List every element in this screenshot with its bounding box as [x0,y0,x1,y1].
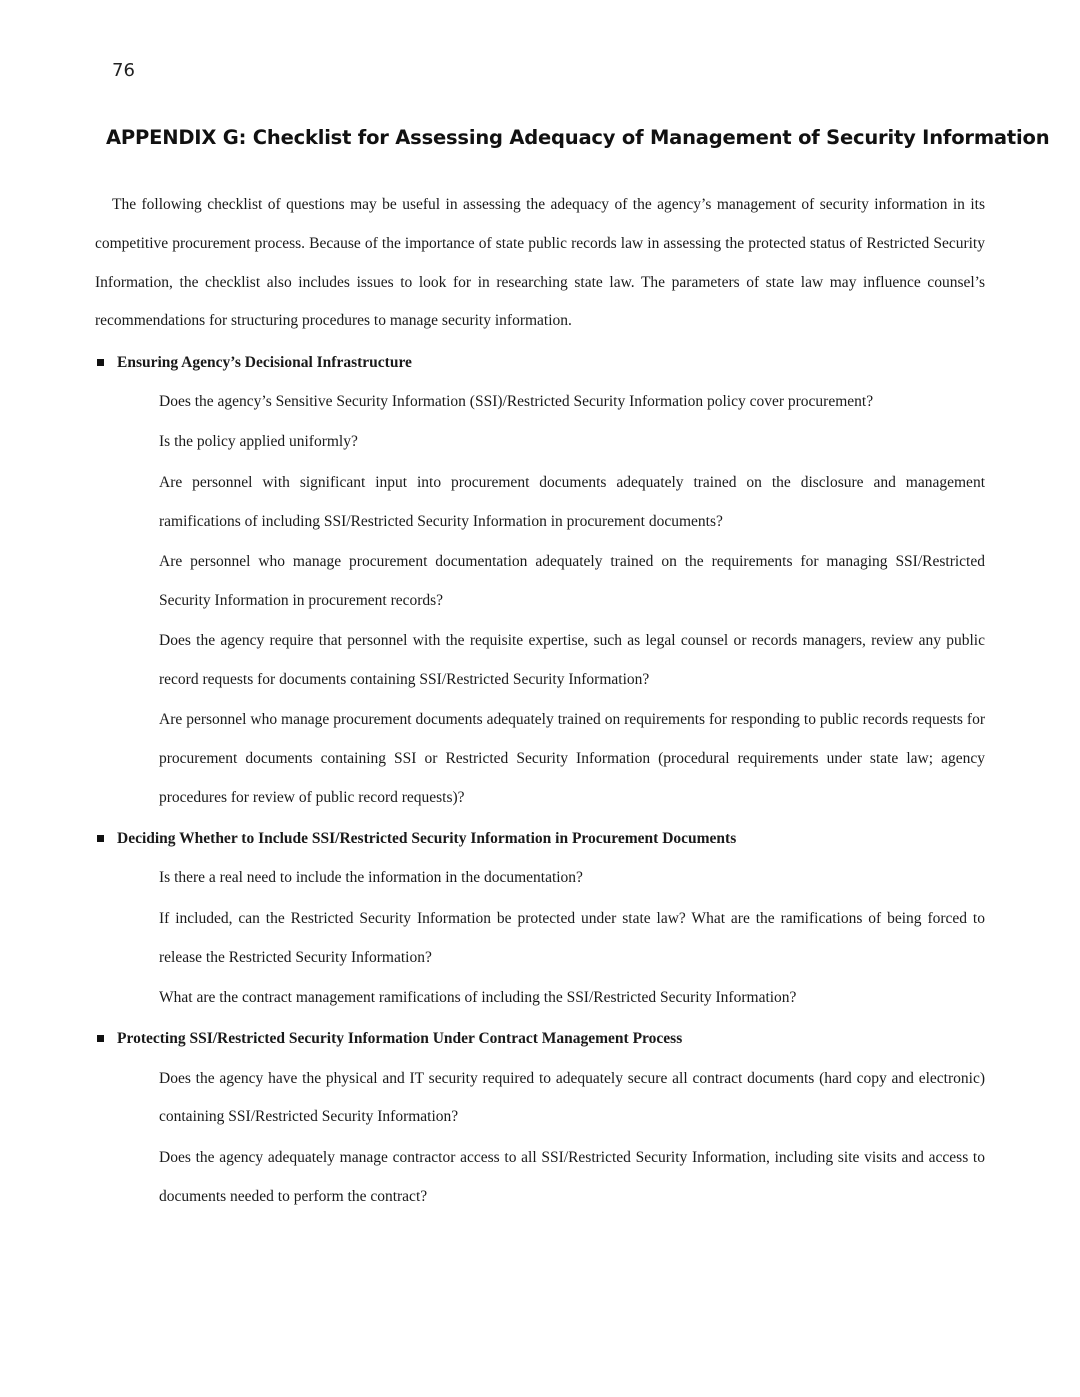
page-title: APPENDIX G: Checklist for Assessing Adequacy of Management of Security Information [106,126,1050,149]
checklist-section [95,819,985,1017]
checklist-question: Are personnel who manage procurement documentation adequately trained on the requirements for managing SSI/Restricted Security Information in procurement records? [159,552,985,609]
section-heading [95,1020,985,1060]
checklist-question: What are the contract management ramifications of including the SSI/Restricted Security Information? [159,988,797,1006]
checklist-question: Does the agency require that personnel with the requisite expertise, such as legal counsel or records managers, review any public record requests for documents containing SSI/Restricted Security Information? [159,631,985,688]
square-bullet-icon [97,359,104,366]
section-heading-text: Ensuring Agency’s Decisional Infrastructure [117,353,412,371]
section-heading [95,343,985,383]
section-heading [95,819,985,859]
square-bullet-icon [97,835,104,842]
page-number: 76 [112,60,135,81]
checklist-section [95,343,985,817]
square-bullet-icon [97,1035,104,1042]
checklist-question: Does the agency adequately manage contractor access to all SSI/Restricted Security Information, including site visits and access to documents needed to perform the contract? [159,1148,985,1205]
document-body [95,186,985,1216]
checklist-section [95,1020,985,1217]
checklist-question: Are personnel with significant input into procurement documents adequately trained on the disclosure and management ramifications of including SSI/Restricted Security Information in procurement documents? [159,473,985,530]
checklist-question: If included, can the Restricted Security Information be protected under state law? What are the ramifications of being forced to release the Restricted Security Information? [159,909,985,966]
checklist-question: Is the policy applied uniformly? [159,433,358,451]
checklist-question: Is there a real need to include the information in the documentation? [159,869,583,887]
checklist-question: Does the agency have the physical and IT security required to adequately secure all contract documents (hard copy and electronic) containing SSI/Restricted Security Information? [159,1069,985,1126]
checklist-question: Are personnel who manage procurement documents adequately trained on requirements for responding to public records requests for procurement documents containing SSI or Restricted Security Information (procedural requirements under state law; agency procedures for review of public record requests)? [159,711,985,806]
intro-paragraph: The following checklist of questions may be useful in assessing the adequacy of the agency’s management of security information in its competitive procurement process. Because of the importance of state public records law in assessing the protected status of Restricted Security Information, the checklist also includes issues to look for in researching state law. The parameters of state law may influence counsel’s recommendations for structuring procedures to manage security information. [95,196,985,330]
section-heading-text: Deciding Whether to Include SSI/Restricted Security Information in Procurement Documents [117,830,737,848]
section-heading-text: Protecting SSI/Restricted Security Information Under Contract Management Process [117,1030,683,1048]
checklist-question: Does the agency’s Sensitive Security Information (SSI)/Restricted Security Information policy cover procurement? [159,393,874,411]
